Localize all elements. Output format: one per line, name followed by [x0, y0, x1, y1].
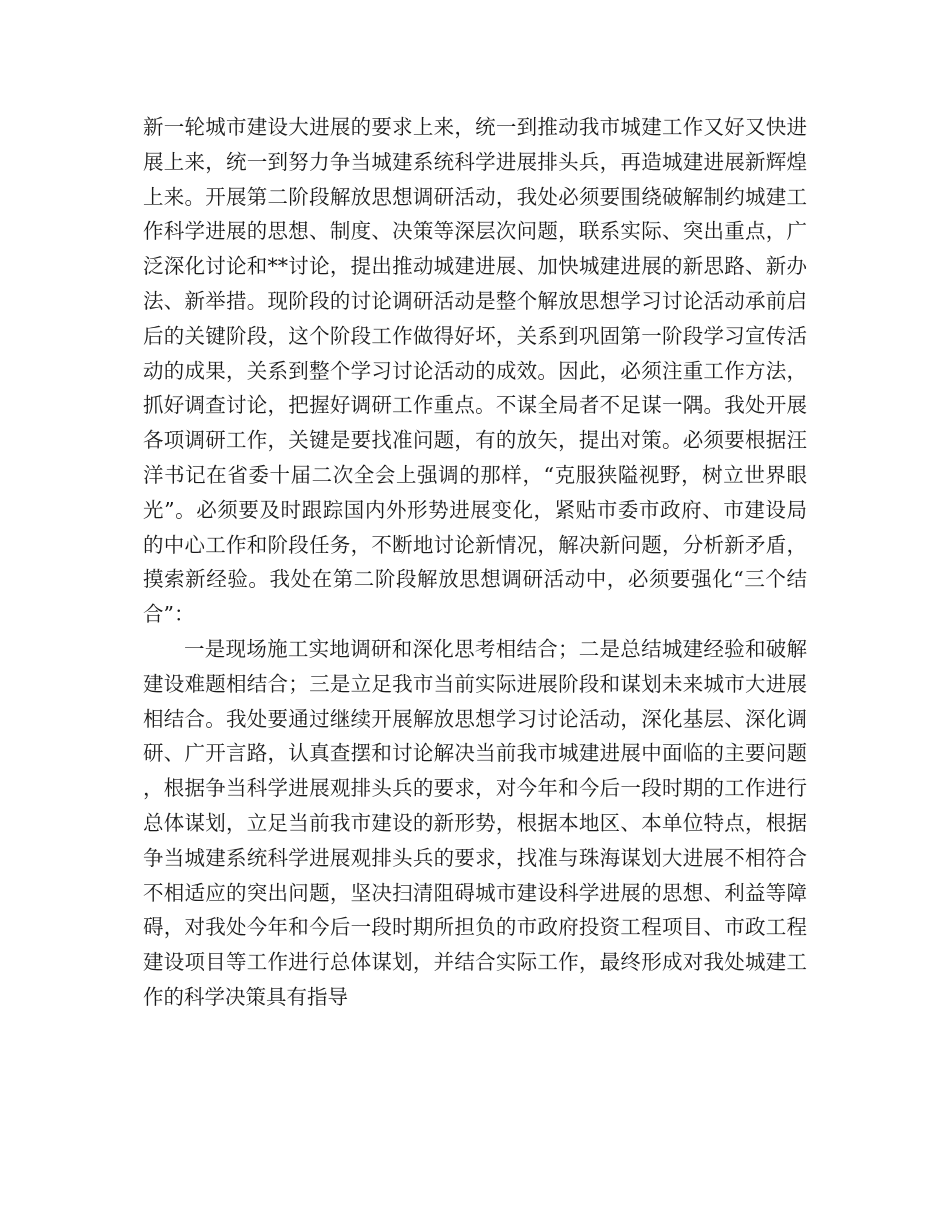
paragraph-1: 新一轮城市建设大进展的要求上来，统一到推动我市城建工作又好又快进展上来，统一到努力争当城建系统科学进展排头兵，再造城建进展新辉煌上来。开展第二阶段解放思想调研活动，我处必须要围绕破解制约城建工作科学进展的思想、制度、决策等深层次问题，联系实际、突出重点，广泛深化讨论和**讨论，提出推动城建进展、加快城建进展的新思路、新办法、新举措。现阶段的讨论调研活动是整个解放思想学习讨论活动承前启后的关键阶段，这个阶段工作做得好坏，关系到巩固第一阶段学习宣传活动的成果，关系到整个学习讨论活动的成效。因此，必须注重工作方法，抓好调查讨论，把握好调研工作重点。不谋全局者不足谋一隅。我处开展各项调研工作，关键是要找准问题，有的放矢，提出对策。必须要根据汪洋书记在省委十届二次全会上强调的那样，“克服狭隘视野，树立世界眼光”。必须要及时跟踪国内外形势进展变化，紧贴市委市政府、市建设局的中心工作和阶段任务，不断地讨论新情况，解决新问题，分析新矛盾，摸索新经验。我处在第二阶段解放思想调研活动中，必须要强化“三个结合”：	[143, 115, 807, 627]
paragraph-2: 一是现场施工实地调研和深化思考相结合；二是总结城建经验和破解建设难题相结合；三是立足我市当前实际进展阶段和谋划未来城市大进展相结合。我处要通过继续开展解放思想学习讨论活动，深化基层、深化调研、广开言路，认真查摆和讨论解决当前我市城建进展中面临的主要问题，根据争当科学进展观排头兵的要求，对今年和今后一段时期的工作进行总体谋划，立足当前我市建设的新形势，根据本地区、本单位特点，根据争当城建系统科学进展观排头兵的要求，找准与珠海谋划大进展不相符合不相适应的突出问题，坚决扫清阻碍城市建设科学进展的思想、利益等障碍，对我处今年和今后一段时期所担负的市政府投资工程项目、市政工程建设项目等工作进行总体谋划，并结合实际工作，最终形成对我处城建工作的科学决策具有指导	[143, 636, 807, 1009]
document-body	[143, 110, 807, 1015]
